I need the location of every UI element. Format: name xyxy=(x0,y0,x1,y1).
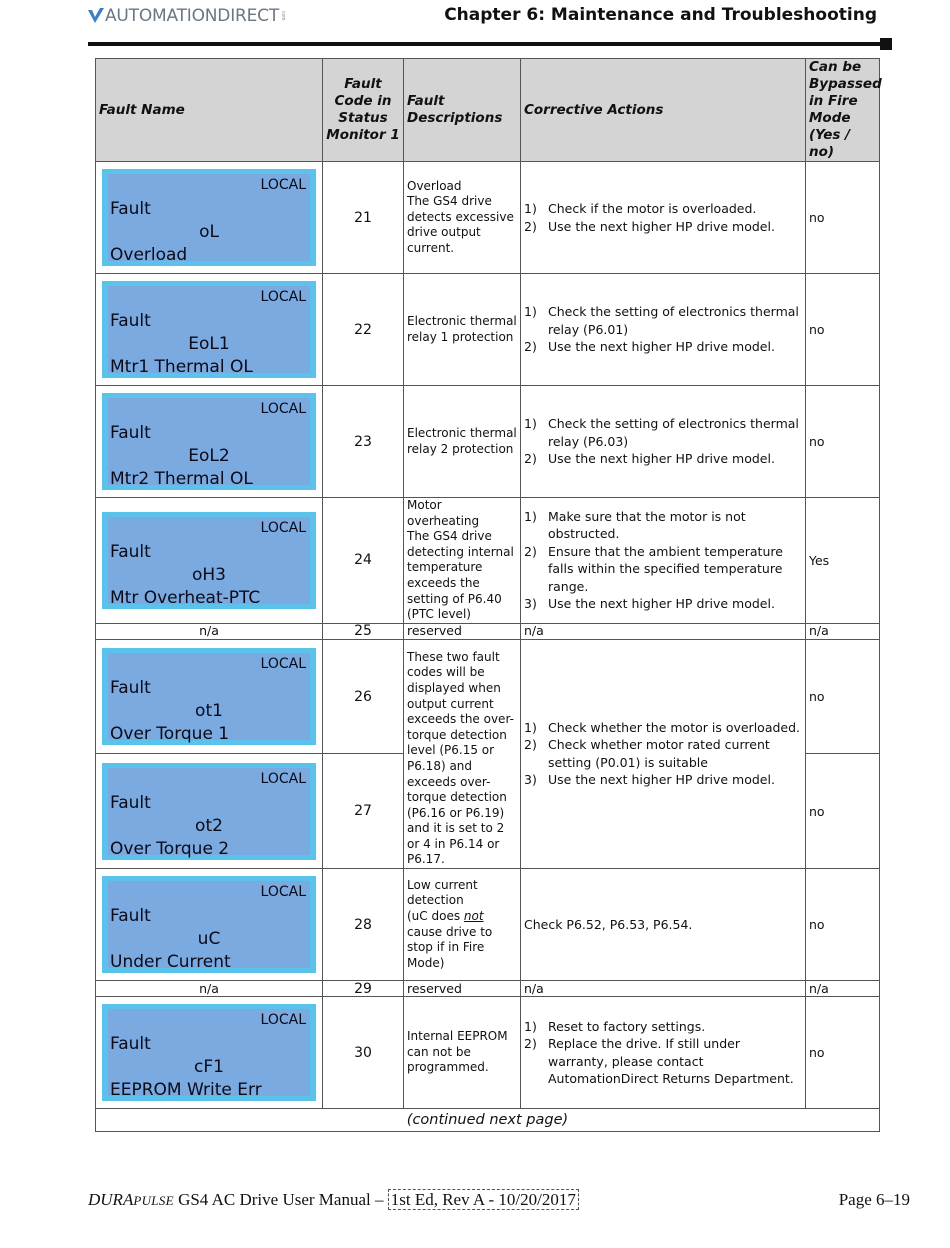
lcd-local-indicator: LOCAL xyxy=(260,1012,306,1029)
action-text: Check whether the motor is overloaded. xyxy=(548,719,801,735)
page-header xyxy=(88,0,893,50)
description-text: Low current detection (uC does xyxy=(407,877,478,923)
fault-code-cell: 24 xyxy=(323,498,404,624)
fault-description-cell: These two fault codes will be displayed when output current exceeds the over-torque detection level (P6.15 or P6.18) and exceeds over-torque detection (P6.16 or P6.19) and it is set to 2 or 4 in P6.14 or P6.17. xyxy=(404,639,521,868)
fault-description-cell: Electronic thermal relay 1 protection xyxy=(404,274,521,386)
action-text: Use the next higher HP drive model. xyxy=(548,772,775,788)
manual-title xyxy=(88,1190,579,1209)
brand-pulse: PULSE xyxy=(133,1193,174,1208)
fault-code-cell: 21 xyxy=(323,162,404,274)
fault-code-cell: 30 xyxy=(323,997,404,1109)
lcd-local-indicator: LOCAL xyxy=(260,884,306,901)
fault-code-cell: 22 xyxy=(323,274,404,386)
lcd-line-1: Fault xyxy=(110,906,151,927)
action-item: 1) Check the setting of electronics thermal relay (P6.03) xyxy=(524,415,802,450)
page-number: Page 6–19 xyxy=(838,1190,910,1209)
action-item: 1) Check whether the motor is overloaded. xyxy=(524,719,801,735)
col-header-corrective-actions: Corrective Actions xyxy=(521,59,806,162)
lcd-line-1: Fault xyxy=(110,792,151,813)
lcd-line-1: Fault xyxy=(110,311,151,331)
lcd-line-3: Over Torque 1 xyxy=(110,724,230,745)
lcd-line-3: Overload xyxy=(110,245,188,265)
fault-code-cell: 26 xyxy=(323,639,404,754)
table-row xyxy=(96,498,880,624)
header-rule-end-block xyxy=(880,38,892,50)
action-item: 2) Replace the drive. If still under warranty, please contact AutomationDirect Returns Department. xyxy=(524,1035,802,1088)
action-item: 1) Check if the motor is overloaded. xyxy=(524,200,802,218)
logo-suffix: com xyxy=(280,11,287,21)
table-row xyxy=(96,639,880,754)
corrective-action-cell xyxy=(521,498,806,624)
corrective-action-list xyxy=(524,508,802,613)
action-item: 1) Reset to factory settings. xyxy=(524,1018,802,1036)
lcd-local-indicator: LOCAL xyxy=(260,770,306,787)
table-row xyxy=(96,274,880,386)
bypass-cell: no xyxy=(806,162,880,274)
brand-dura: DURA xyxy=(88,1190,134,1209)
col-header-fault-name: Fault Name xyxy=(96,59,323,162)
corrective-action-cell: Check P6.52, P6.53, P6.54. xyxy=(521,869,806,981)
corrective-action-cell: n/a xyxy=(521,623,806,639)
action-item: 3) Use the next higher HP drive model. xyxy=(524,595,802,613)
lcd-line-2: ot1 xyxy=(195,701,223,722)
fault-name-cell xyxy=(96,869,323,981)
col-header-description: Fault Descriptions xyxy=(404,59,521,162)
table-row-reserved-25 xyxy=(96,623,880,639)
corrective-action-cell xyxy=(521,997,806,1109)
fault-code-cell: 28 xyxy=(323,869,404,981)
lcd-local-indicator: LOCAL xyxy=(260,289,306,305)
action-text: Check the setting of electronics thermal relay (P6.03) xyxy=(548,416,799,449)
action-text: Ensure that the ambient temperature falls within the specified temperature range. xyxy=(548,543,783,594)
lcd-line-3: Mtr1 Thermal OL xyxy=(110,357,253,377)
fault-description-cell: reserved xyxy=(404,623,521,639)
fault-name-cell: n/a xyxy=(96,623,323,639)
lcd-line-2: EoL1 xyxy=(188,334,230,354)
fault-name-cell xyxy=(96,498,323,624)
table-header-row xyxy=(96,59,880,162)
action-text: Reset to factory settings. xyxy=(548,1018,706,1034)
fault-name-cell xyxy=(96,274,323,386)
corrective-action-cell xyxy=(521,386,806,498)
action-item: 3) Use the next higher HP drive model. xyxy=(524,771,802,789)
fault-code-cell: 29 xyxy=(323,981,404,997)
automationdirect-logo xyxy=(88,6,286,26)
fault-name-cell xyxy=(96,754,323,869)
fault-name-cell xyxy=(96,639,323,754)
fault-name-cell xyxy=(96,162,323,274)
lcd-line-2: oH3 xyxy=(192,564,226,585)
chapter-title: Chapter 6: Maintenance and Troubleshooting xyxy=(444,5,877,25)
fault-table xyxy=(95,58,880,1132)
lcd-local-indicator: LOCAL xyxy=(260,177,306,193)
action-item: 1) Make sure that the motor is not obstructed. xyxy=(524,508,802,543)
lcd-line-3: Mtr Overheat-PTC xyxy=(110,587,261,608)
fault-code-cell: 23 xyxy=(323,386,404,498)
table-row xyxy=(96,386,880,498)
fault-description-cell: Overload The GS4 drive detects excessive drive output current. xyxy=(404,162,521,274)
action-item: 1) Check the setting of electronics thermal relay (P6.01) xyxy=(524,303,802,338)
keypad-lcd-display xyxy=(102,169,316,266)
lcd-line-1: Fault xyxy=(110,678,151,699)
lcd-line-3: Mtr2 Thermal OL xyxy=(110,469,253,489)
keypad-lcd-display xyxy=(102,281,316,378)
fault-code-cell: 27 xyxy=(323,754,404,869)
corrective-action-cell xyxy=(521,639,806,868)
keypad-lcd-display xyxy=(102,1004,316,1101)
bypass-cell: no xyxy=(806,754,880,869)
action-item: 2) Check whether motor rated current setting (P0.01) is suitable xyxy=(524,736,802,771)
fault-name-cell: n/a xyxy=(96,981,323,997)
lcd-line-3: Over Torque 2 xyxy=(110,838,230,859)
corrective-action-list xyxy=(524,415,802,468)
keypad-lcd-display xyxy=(102,876,316,973)
bypass-cell: no xyxy=(806,869,880,981)
lcd-local-indicator: LOCAL xyxy=(260,656,306,673)
corrective-action-list xyxy=(524,719,802,789)
keypad-lcd-display xyxy=(102,393,316,490)
lcd-line-1: Fault xyxy=(110,423,151,443)
action-item: 2) Use the next higher HP drive model. xyxy=(524,338,802,356)
logo-check-icon xyxy=(88,8,104,24)
lcd-line-1: Fault xyxy=(110,1034,151,1055)
lcd-line-1: Fault xyxy=(110,541,151,562)
fault-description-cell: reserved xyxy=(404,981,521,997)
corrective-action-list xyxy=(524,1018,802,1088)
table-row xyxy=(96,869,880,981)
lcd-line-3: EEPROM Write Err xyxy=(110,1080,262,1101)
bypass-cell: no xyxy=(806,386,880,498)
logo-text: AUTOMATIONDIRECT xyxy=(105,6,280,26)
keypad-lcd-display xyxy=(102,763,316,860)
table-row xyxy=(96,162,880,274)
action-text: Use the next higher HP drive model. xyxy=(548,451,775,467)
lcd-line-2: ot2 xyxy=(195,815,223,836)
lcd-local-indicator: LOCAL xyxy=(260,519,306,536)
bypass-cell: n/a xyxy=(806,623,880,639)
action-text: Check the setting of electronics thermal relay (P6.01) xyxy=(548,304,799,337)
fault-description-cell xyxy=(404,869,521,981)
lcd-line-2: cF1 xyxy=(194,1057,224,1078)
action-text: Replace the drive. If still under warranty, please contact AutomationDirect Returns Department. xyxy=(548,1036,794,1087)
corrective-action-list xyxy=(524,303,802,356)
keypad-lcd-display xyxy=(102,648,316,745)
action-item: 2) Use the next higher HP drive model. xyxy=(524,218,802,236)
fault-name-cell xyxy=(96,997,323,1109)
bypass-cell: no xyxy=(806,997,880,1109)
page-footer xyxy=(88,1190,910,1210)
description-text-end: cause drive to stop if in Fire Mode) xyxy=(407,924,493,970)
action-text: Use the next higher HP drive model. xyxy=(548,596,775,612)
corrective-action-cell xyxy=(521,274,806,386)
lcd-line-2: oL xyxy=(199,222,219,242)
lcd-line-3: Under Current xyxy=(110,952,231,973)
col-header-fault-code: Fault Code in Status Monitor 1 xyxy=(323,59,404,162)
action-text: Check whether motor rated current setting (P0.01) is suitable xyxy=(548,737,770,770)
edition-label: 1st Ed, Rev A - 10/20/2017 xyxy=(388,1189,579,1210)
bypass-cell: no xyxy=(806,274,880,386)
fault-description-cell: Internal EEPROM can not be programmed. xyxy=(404,997,521,1109)
fault-code-cell: 25 xyxy=(323,623,404,639)
continued-row xyxy=(96,1109,880,1132)
continued-note: (continued next page) xyxy=(96,1109,880,1132)
action-item: 2) Use the next higher HP drive model. xyxy=(524,450,802,468)
fault-description-cell: Electronic thermal relay 2 protection xyxy=(404,386,521,498)
lcd-local-indicator: LOCAL xyxy=(260,401,306,417)
lcd-line-2: uC xyxy=(197,929,221,950)
action-item: 2) Ensure that the ambient temperature falls within the specified temperature range. xyxy=(524,543,802,596)
manual-name: GS4 AC Drive User Manual – xyxy=(173,1190,388,1209)
table-row xyxy=(96,997,880,1109)
corrective-action-cell xyxy=(521,162,806,274)
bypass-cell: Yes xyxy=(806,498,880,624)
action-text: Use the next higher HP drive model. xyxy=(548,339,775,355)
lcd-line-2: EoL2 xyxy=(188,446,230,466)
corrective-action-cell: n/a xyxy=(521,981,806,997)
header-rule xyxy=(88,42,880,46)
keypad-lcd-display xyxy=(102,512,316,609)
fault-description-cell: Motor overheating The GS4 drive detecting internal temperature exceeds the setting of P6.40 (PTC level) xyxy=(404,498,521,624)
fault-name-cell xyxy=(96,386,323,498)
col-header-fire-mode-bypass: Can be Bypassed in Fire Mode (Yes / no) xyxy=(806,59,880,162)
action-text: Use the next higher HP drive model. xyxy=(548,218,775,234)
action-text: Check if the motor is overloaded. xyxy=(548,201,757,216)
description-emphasis: not xyxy=(463,908,484,923)
bypass-cell: no xyxy=(806,639,880,754)
lcd-line-1: Fault xyxy=(110,199,151,219)
action-text: Make sure that the motor is not obstructed. xyxy=(548,508,746,542)
bypass-cell: n/a xyxy=(806,981,880,997)
table-row-reserved-29 xyxy=(96,981,880,997)
corrective-action-list xyxy=(524,200,802,235)
